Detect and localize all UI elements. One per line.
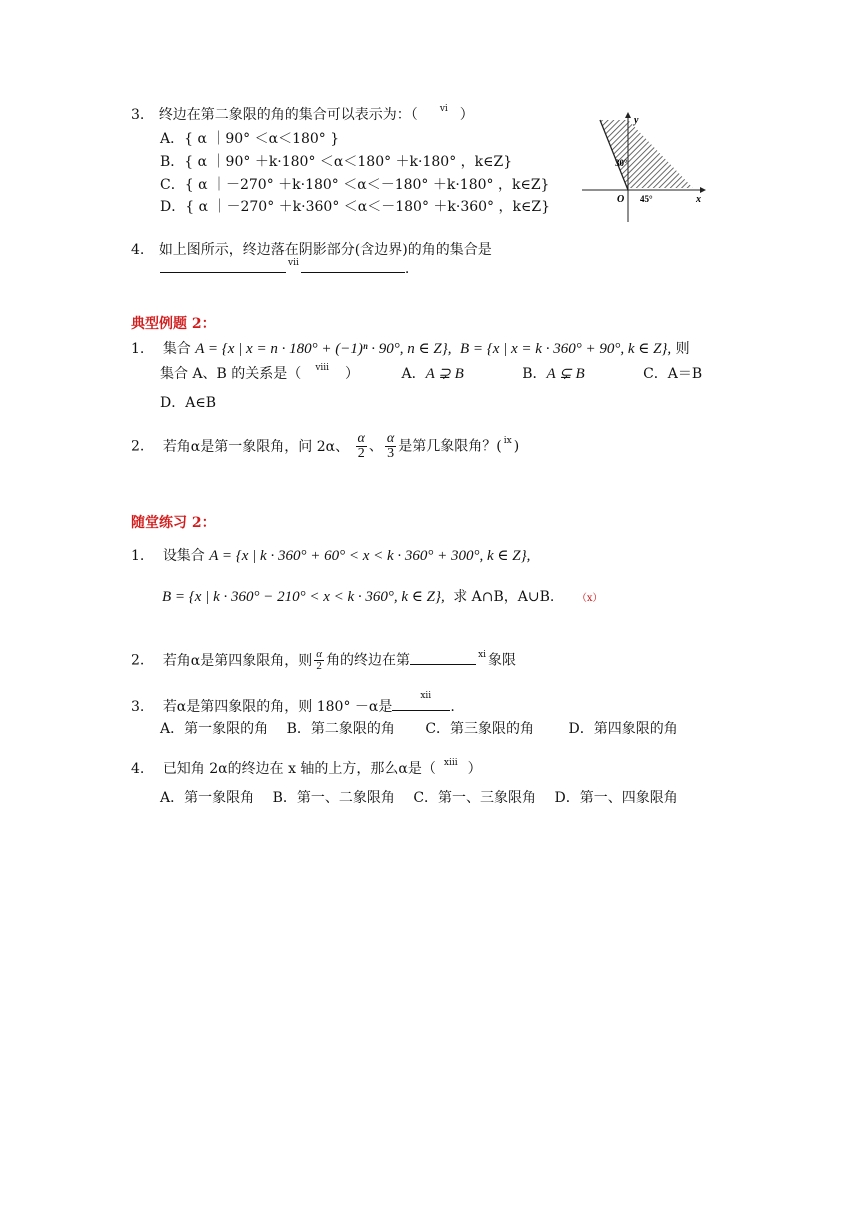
pr2-q4-stem: 已知角 2α的终边在 x 轴的上方，那么α是（ (162, 761, 436, 777)
ex2-q1-post: 则 (675, 341, 690, 357)
pr2-q1-line2 (162, 586, 602, 606)
q3-option-c: C．{ α ｜－270° ＋k·180° ＜α＜－180° ＋k·180° ，k∈Z} (160, 177, 550, 193)
pr2-q4-note: xiii (443, 758, 458, 769)
ex2-q2-post: 是第几象限角？( (398, 438, 502, 455)
pr2-q1-pre: 设集合 (162, 548, 205, 564)
ex2-q1-number: 1. (131, 341, 145, 357)
pr2-q1-note: （x） (576, 593, 603, 604)
pr2-q1-set-b: B = {x | k · 360° − 210° < x < k · 360°, k ∈ Z}, (162, 589, 445, 605)
pr2-q2-pre: 若角α是第四象限角，则 (162, 652, 313, 669)
pr2-q4-option-a: A．第一象限角 (160, 790, 255, 806)
ex2-q2-fraction-half: $\frac{\alpha}{2}$ (357, 431, 365, 461)
x-axis-arrow-icon (700, 187, 706, 193)
ex2-q1-line2 (160, 363, 702, 383)
pr2-q2-number: 2. (131, 652, 145, 669)
angle-30-label: 30° (615, 158, 628, 168)
pr2-q3-option-a: A．第一象限的角 (160, 721, 269, 737)
pr2-q2-end: 象限 (488, 652, 517, 669)
origin-label: O (617, 194, 625, 205)
pr2-q4-close: ） (467, 761, 482, 777)
q4-end: . (404, 261, 410, 277)
pr2-q2-note: xi (478, 649, 487, 660)
pr2-q2-post: 角的终边在第 (326, 652, 411, 669)
pr2-q3-stem: 若α是第四象限的角，则 180° －α是 (162, 699, 393, 715)
q4-text: 如上图所示，终边落在阴影部分(含边界)的角的集合是 (158, 242, 492, 258)
ex2-q1-option-b-expr: A ⊊ B (546, 366, 585, 382)
ex2-q1-relation: 集合 A、B 的关系是（ (160, 366, 302, 382)
q3-option-b: B．{ α ｜90° ＋k·180° ＜α＜180° ＋k·180° ，k∈Z} (160, 154, 513, 170)
pr2-q1-number: 1. (131, 548, 145, 564)
ex2-q2-fraction-third: $\frac{\alpha}{3}$ (386, 431, 395, 461)
x-label: x (696, 194, 701, 205)
practice2-heading: 随堂练习 2： (131, 515, 216, 531)
ex2-q1-set-a: A = {x | x = n · 180° + (−1)ⁿ · 90°, n ∈ Z}, (195, 341, 452, 357)
pr2-q4-line (131, 758, 482, 778)
ex2-q1-option-a-expr: A ⊋ B (425, 366, 464, 382)
pr2-q3-number: 3. (131, 699, 145, 715)
q4-stem (131, 239, 492, 259)
ex2-q1-note: viii (315, 363, 330, 374)
angle-45-label: 45° (640, 194, 653, 204)
q4-answer-line (160, 258, 409, 277)
ex2-q2-number: 2. (131, 438, 145, 455)
ex2-q1-option-b-label: B． (522, 366, 547, 382)
pr2-q2-blank[interactable] (410, 650, 476, 665)
ex2-q1-close: ） (345, 366, 360, 382)
ex2-q1-option-c: C．A＝B (643, 366, 703, 382)
pr2-q1-line1 (131, 545, 530, 565)
ex2-q1-set-b: B = {x | x = k · 360° + 90°, k ∈ Z}, (459, 341, 672, 357)
pr2-q2-fraction-half: $\frac{\alpha}{2}$ (316, 648, 323, 672)
ex2-q2-close: ) (513, 438, 520, 455)
q3-number: 3. (131, 107, 145, 123)
ex2-q1-option-a-label: A． (401, 366, 426, 382)
pr2-q1-set-a: A = {x | k · 360° + 60° < x < k · 360° + 300°, k ∈ Z}, (209, 548, 531, 564)
q4-number: 4. (131, 242, 145, 258)
pr2-q3-option-c: C．第三象限的角 (425, 721, 535, 737)
example2-heading: 典型例题 2： (131, 316, 216, 332)
y-axis-arrow-icon (625, 112, 631, 118)
ex2-q1-line1 (131, 338, 690, 358)
ex2-q2-pre: 若角α是第一象限角，问 2α、 (162, 438, 350, 455)
pr2-q2-line (131, 649, 516, 672)
pr2-q4-option-d: D．第一、四象限角 (554, 790, 678, 806)
ex2-q2-line (131, 432, 519, 461)
pr2-q4-option-c: C．第一、三象限角 (413, 790, 537, 806)
q4-note: vii (288, 258, 299, 269)
ex2-q1-option-d: D．A∈B (160, 395, 216, 411)
q4-blank-1[interactable] (160, 258, 286, 273)
ex2-q2-note: ix (503, 435, 512, 446)
q3-option-a: A．{ α ｜90° ＜α＜180° } (160, 131, 340, 147)
ex2-q1-pre: 集合 (162, 341, 191, 357)
q3-stem (131, 104, 474, 124)
pr2-q3-option-d: D．第四象限的角 (568, 721, 678, 737)
q3-option-d: D．{ α ｜－270° ＋k·360° ＜α＜－180° ＋k·360° ，k∈Z} (160, 199, 550, 215)
q3-note: vi (439, 104, 448, 115)
pr2-q4-option-b: B．第一、二象限角 (272, 790, 395, 806)
pr2-q1-post: 求 A∩B，A∪B. (453, 589, 555, 605)
q3-text: 终边在第二象限的角的集合可以表示为：（ (158, 107, 418, 123)
y-label: y (634, 115, 639, 126)
pr2-q3-end: . (450, 699, 455, 715)
pr2-q3-option-b: B．第二象限的角 (286, 721, 395, 737)
pr2-q3-answer (392, 691, 450, 715)
q3-close: ） (459, 107, 474, 123)
pr2-q4-options (160, 787, 678, 807)
pr2-q3-note: xii (420, 691, 432, 701)
pr2-q4-number: 4. (131, 761, 145, 777)
q4-blank-2[interactable] (301, 258, 405, 273)
ex2-q2-mid: 、 (368, 438, 383, 455)
quadrant-figure (578, 110, 708, 225)
pr2-q3-options (160, 718, 678, 738)
pr2-q3-line (131, 691, 455, 716)
